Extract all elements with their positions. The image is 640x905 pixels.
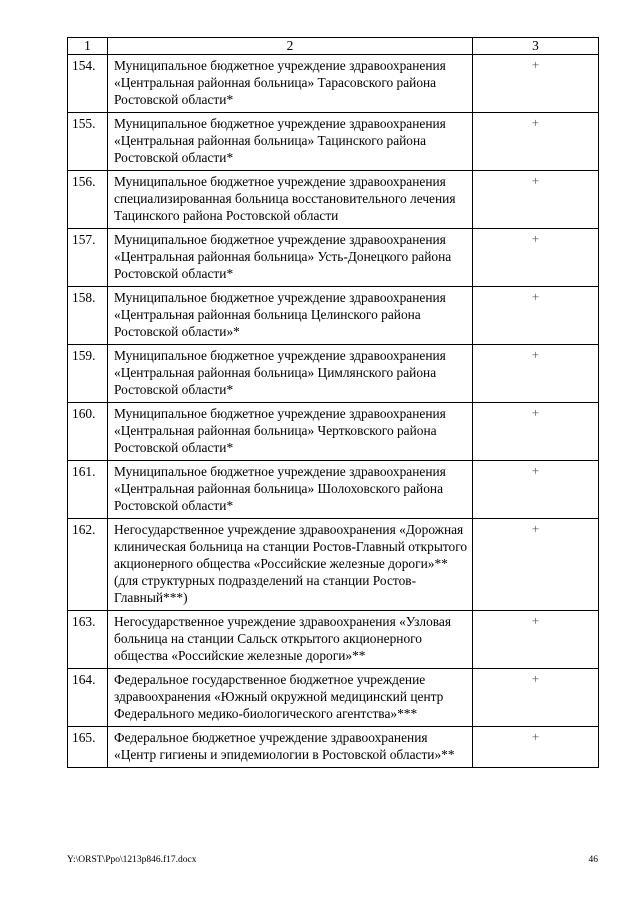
table-row	[68, 519, 599, 611]
row-number: 158.	[68, 287, 108, 345]
participation-mark: +	[473, 669, 599, 727]
institution-name: Негосударственное учреждение здравоохранения «Узловая больница на станции Сальск открытого акционерного общества «Российские железные дороги»**	[108, 611, 473, 669]
institution-name: Муниципальное бюджетное учреждение здравоохранения «Центральная районная больница» Усть-Донецкого района Ростовской области*	[108, 229, 473, 287]
footer-page-number: 46	[588, 855, 598, 865]
row-number: 165.	[68, 727, 108, 768]
table-row	[68, 113, 599, 171]
row-number: 155.	[68, 113, 108, 171]
institution-name: Федеральное бюджетное учреждение здравоохранения «Центр гигиены и эпидемиологии в Ростовской области»**	[108, 727, 473, 768]
institution-name: Негосударственное учреждение здравоохранения «Дорожная клиническая больница на станции Ростов-Главный открытого акционерного общества «Российские железные дороги»** (для структурных подразделений на станции Ростов-Главный***)	[108, 519, 473, 611]
header-row	[68, 38, 599, 55]
institution-name: Муниципальное бюджетное учреждение здравоохранения «Центральная районная больница» Цимлянского района Ростовской области*	[108, 345, 473, 403]
row-number: 159.	[68, 345, 108, 403]
table-row	[68, 611, 599, 669]
participation-mark: +	[473, 113, 599, 171]
participation-mark: +	[473, 229, 599, 287]
institution-name: Муниципальное бюджетное учреждение здравоохранения специализированная больница восстановительного лечения Тацинского района Ростовской области	[108, 171, 473, 229]
table-row	[68, 345, 599, 403]
participation-mark: +	[473, 55, 599, 113]
participation-mark: +	[473, 611, 599, 669]
table-row	[68, 171, 599, 229]
header-cell-3: 3	[473, 38, 599, 55]
institution-name: Муниципальное бюджетное учреждение здравоохранения «Центральная районная больница Целинского района Ростовской области»*	[108, 287, 473, 345]
row-number: 161.	[68, 461, 108, 519]
row-number: 163.	[68, 611, 108, 669]
row-number: 157.	[68, 229, 108, 287]
table-row	[68, 461, 599, 519]
institutions-table	[67, 37, 599, 768]
participation-mark: +	[473, 403, 599, 461]
institution-name: Муниципальное бюджетное учреждение здравоохранения «Центральная районная больница» Шолоховского района Ростовской области*	[108, 461, 473, 519]
institution-name: Муниципальное бюджетное учреждение здравоохранения «Центральная районная больница» Тарасовского района Ростовской области*	[108, 55, 473, 113]
table-row	[68, 287, 599, 345]
participation-mark: +	[473, 345, 599, 403]
table-row	[68, 727, 599, 768]
row-number: 154.	[68, 55, 108, 113]
table-body	[68, 38, 599, 768]
participation-mark: +	[473, 519, 599, 611]
participation-mark: +	[473, 727, 599, 768]
institution-name: Муниципальное бюджетное учреждение здравоохранения «Центральная районная больница» Тацинского района Ростовской области*	[108, 113, 473, 171]
header-cell-2: 2	[108, 38, 473, 55]
institution-name: Муниципальное бюджетное учреждение здравоохранения «Центральная районная больница» Чертковского района Ростовской области*	[108, 403, 473, 461]
table-row	[68, 403, 599, 461]
row-number: 162.	[68, 519, 108, 611]
participation-mark: +	[473, 287, 599, 345]
header-cell-1: 1	[68, 38, 108, 55]
row-number: 164.	[68, 669, 108, 727]
table-row	[68, 229, 599, 287]
row-number: 156.	[68, 171, 108, 229]
footer-file-path: Y:\ORST\Ppo\1213p846.f17.docx	[67, 855, 197, 865]
table-row	[68, 669, 599, 727]
institution-name: Федеральное государственное бюджетное учреждение здравоохранения «Южный окружной медицинский центр Федерального медико-биологического агентства»***	[108, 669, 473, 727]
table-row	[68, 55, 599, 113]
row-number: 160.	[68, 403, 108, 461]
participation-mark: +	[473, 461, 599, 519]
participation-mark: +	[473, 171, 599, 229]
